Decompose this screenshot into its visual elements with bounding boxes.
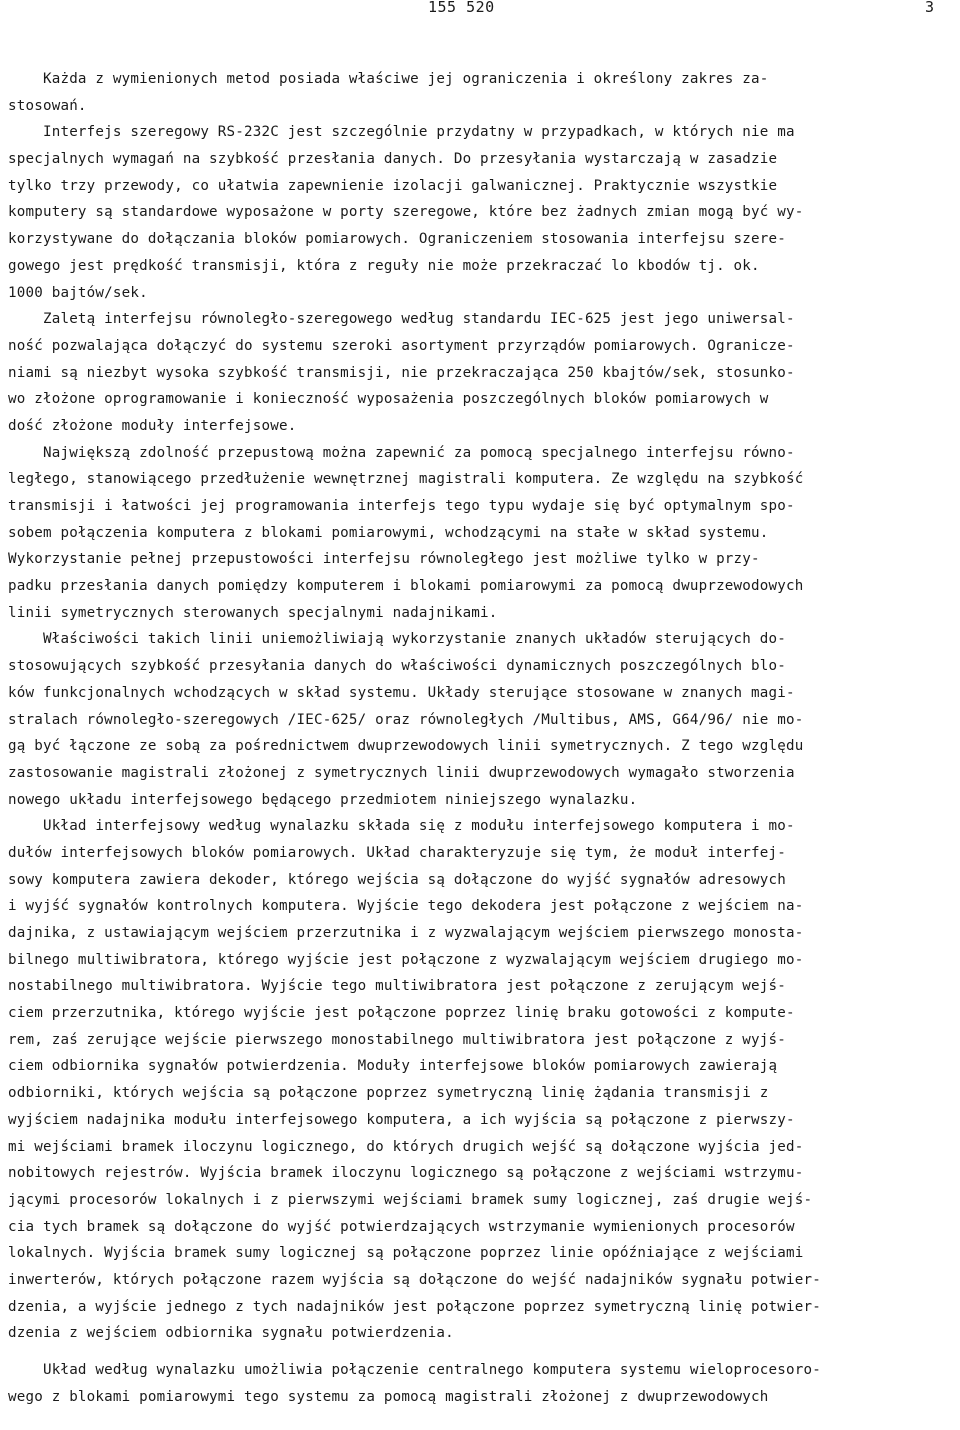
page-header: [0, 0, 960, 20]
text-line: bilnego multiwibratora, którego wyjście jest połączone z wyzwalającym wejściem drugiego mo-: [8, 951, 804, 968]
text-line: ków funkcjonalnych wchodzących w skład systemu. Układy sterujące stosowane w znanych magi-: [8, 684, 795, 701]
text-line: dość złożone moduły interfejsowe.: [8, 417, 297, 434]
text-line: stralach równoległo-szeregowych /IEC-625/ oraz równoległych /Multibus, AMS, G64/96/ nie mo-: [8, 711, 804, 728]
text-line: ciem odbiornika sygnałów potwierdzenia. Moduły interfejsowe bloków pomiarowych zawierają: [8, 1058, 778, 1075]
text-line: dajnika, z ustawiającym wejściem przerzutnika i z wyzwalającym wejściem pierwszego monosta-: [8, 925, 804, 941]
text-line: niami są niezbyt wysoka szybkość transmisji, nie przekraczająca 250 kbajtów/sek, stosunko-: [8, 364, 795, 381]
text-line: wego z blokami pomiarowymi tego systemu za pomocą magistrali złożonej z dwuprzewodowych: [8, 1388, 769, 1405]
text-line: gą być łączone ze sobą za pośrednictwem dwuprzewodowych linii symetrycznych. Z tego względu: [8, 738, 804, 755]
document-number: 155 520: [428, 0, 495, 16]
text-line: wo złożone oprogramowanie i konieczność wyposażenia poszczególnych bloków pomiarowych w: [8, 391, 769, 408]
text-line: i wyjść sygnałów kontrolnych komputera. Wyjście tego dekodera jest połączone z wejściem na-: [8, 898, 804, 915]
text-line: nobitowych rejestrów. Wyjścia bramek iloczynu logicznego są połączone z wejściami wstrzymu-: [8, 1165, 804, 1182]
text-line: Każda z wymienionych metod posiada właściwe jej ograniczenia i określony zakres za-: [8, 71, 769, 87]
text-line: komputery są standardowe wyposażone w porty szeregowe, które bez żadnych zmian mogą być wy-: [8, 204, 804, 221]
text-line: ległego, stanowiącego przedłużenie wewnętrznej magistrali komputera. Ze względu na szybkość: [8, 471, 804, 488]
text-line: stosowujących szybkość przesyłania danych do właściwości dynamicznych poszczególnych blo-: [8, 658, 787, 675]
text-line: [8, 1347, 948, 1357]
text-line: dułów interfejsowych bloków pomiarowych. Układ charakteryzuje się tym, że moduł interfej-: [8, 844, 787, 861]
text-line: cia tych bramek są dołączone do wyjść potwierdzających wstrzymanie wymienionych procesorów: [8, 1218, 795, 1235]
text-line: tylko trzy przewody, co ułatwia zapewnienie izolacji galwanicznej. Praktycznie wszystkie: [8, 177, 778, 194]
text-line: lokalnych. Wyjścia bramek sumy logicznej są połączone poprzez linie opóźniające z wejściami: [8, 1245, 804, 1262]
text-line: mi wejściami bramek iloczynu logicznego, do których drugich wejść są dołączone wyjścia jed-: [8, 1138, 804, 1155]
text-line: gowego jest prędkość transmisji, która z reguły nie może przekraczać lo kbodów tj. ok.: [8, 257, 760, 274]
text-line: Zaletą interfejsu równoległo-szeregowego według standardu IEC-625 jest jego uniwersal-: [8, 311, 795, 328]
text-line: zastosowanie magistrali złożonej z symetrycznych linii dwuprzewodowych wymagało stworzenia: [8, 764, 795, 781]
body-text: [8, 66, 948, 1410]
text-line: Właściwości takich linii uniemożliwiają wykorzystanie znanych układów sterujących do-: [8, 631, 787, 648]
text-line: inwerterów, których połączone razem wyjścia są dołączone do wejść nadajników sygnału potwier-: [8, 1271, 821, 1288]
text-line: wyjściem nadajnika modułu interfejsowego komputera, a ich wyjścia są połączone z pierwszy-: [8, 1111, 795, 1128]
text-line: Układ według wynalazku umożliwia połączenie centralnego komputera systemu wieloprocesoro-: [8, 1362, 821, 1378]
text-line: Największą zdolność przepustową można zapewnić za pomocą specjalnego interfejsu równo-: [8, 444, 795, 461]
text-line: korzystywane do dołączania bloków pomiarowych. Ograniczeniem stosowania interfejsu szere-: [8, 231, 787, 248]
text-line: linii symetrycznych sterowanych specjalnymi nadajnikami.: [8, 604, 498, 621]
text-line: ność pozwalająca dołączyć do systemu szeroki asortyment przyrządów pomiarowych. Ogranicze-: [8, 337, 795, 354]
text-line: Układ interfejsowy według wynalazku składa się z modułu interfejsowego komputera i mo-: [8, 818, 795, 835]
page-number: 3: [925, 0, 935, 16]
text-line: transmisji i łatwości jej programowania interfejs tego typu wydaje się być optymalnym spo-: [8, 498, 795, 514]
text-line: specjalnych wymagań na szybkość przesłania danych. Do przesyłania wystarczają w zasadzie: [8, 151, 778, 168]
text-line: padku przesłania danych pomiędzy komputerem i blokami pomiarowymi za pomocą dwuprzewodowych: [8, 578, 804, 595]
text-line: nostabilnego multiwibratora. Wyjście tego multiwibratora jest połączone z zerującym wejś-: [8, 978, 787, 995]
text-line: dzenia z wejściem odbiornika sygnału potwierdzenia.: [8, 1325, 454, 1342]
text-line: odbiorniki, których wejścia są połączone poprzez symetryczną linię żądania transmisji z: [8, 1085, 769, 1102]
text-line: dzenia, a wyjście jednego z tych nadajników jest połączone poprzez symetryczną linię potwier-: [8, 1298, 821, 1315]
text-line: jącymi procesorów lokalnych i z pierwszymi wejściami bramek sumy logicznej, zaś drugie wejś-: [8, 1191, 813, 1208]
text-line: sobem połączenia komputera z blokami pomiarowymi, wchodzącymi na stałe w skład systemu.: [8, 524, 769, 541]
text-line: nowego układu interfejsowego będącego przedmiotem niniejszego wynalazku.: [8, 791, 638, 808]
text-line: rem, zaś zerujące wejście pierwszego monostabilnego multiwibratora jest połączone z wyjś-: [8, 1031, 787, 1048]
text-line: stosowań.: [8, 97, 87, 114]
text-line: ciem przerzutnika, którego wyjście jest połączone poprzez linię braku gotowości z kompute-: [8, 1005, 795, 1022]
text-line: 1000 bajtów/sek.: [8, 284, 148, 301]
text-line: Interfejs szeregowy RS-232C jest szczególnie przydatny w przypadkach, w których nie ma: [8, 124, 795, 141]
text-line: sowy komputera zawiera dekoder, którego wejścia są dołączone do wyjść sygnałów adresowych: [8, 871, 787, 888]
text-line: Wykorzystanie pełnej przepustowości interfejsu równoległego jest możliwe tylko w przy-: [8, 551, 760, 568]
